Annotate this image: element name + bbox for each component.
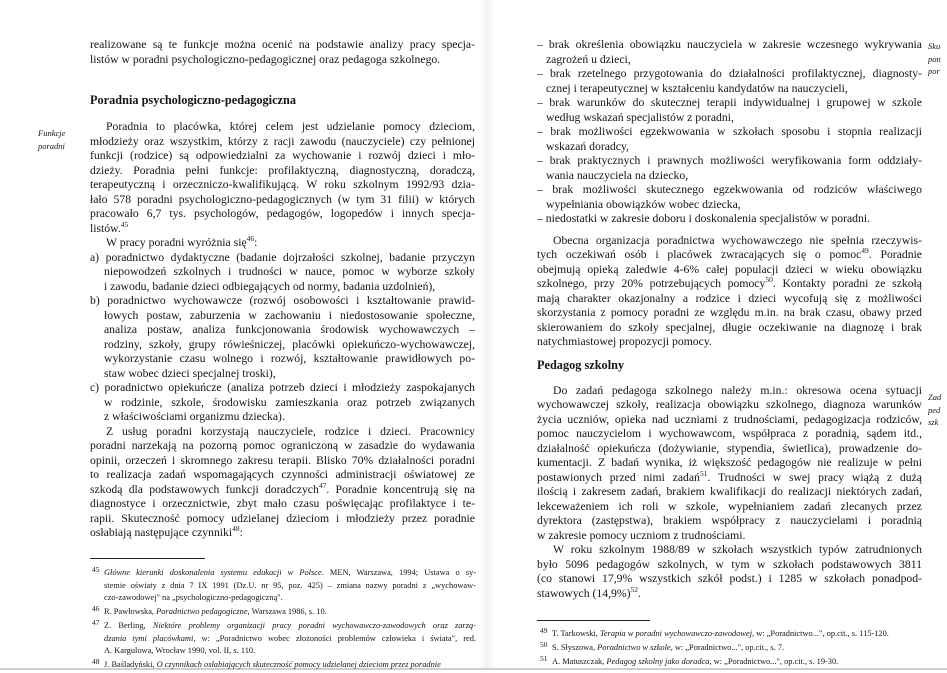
italic-title: Poradnictwo w szkole bbox=[597, 643, 671, 652]
text-run: wychowawczej szkoły, realizacja obowiązku szkolnego, diagnoza warunków bbox=[537, 398, 922, 411]
text-line bbox=[537, 82, 922, 97]
list-item bbox=[537, 154, 922, 183]
text-run: osłabiają następujące czynniki bbox=[90, 526, 233, 539]
text-line bbox=[90, 526, 475, 541]
text-run: było 5096 pedagogów szkolnych, w tym w szkołach podstawowych 3811 bbox=[537, 557, 922, 571]
text-run: – brak rzetelnego przygotowania do działalności profilaktycznej, diagnosty- bbox=[537, 67, 922, 80]
text-run: . Poradnie koncentrują się na bbox=[326, 482, 475, 496]
text-line bbox=[537, 169, 922, 184]
paragraph bbox=[537, 384, 922, 544]
footnote-divider bbox=[537, 620, 650, 621]
text-run: Do zadań pedagoga szkolnego należy m.in.: okresowa ocena sytuacji bbox=[553, 383, 922, 397]
footnote-number: 51 bbox=[540, 654, 548, 663]
margin-note-line: pon bbox=[928, 53, 941, 64]
text-run: , w: „Poradnictwo...", op.cit., s. 115-120. bbox=[752, 629, 889, 638]
text-run: Obecna organizacja poradnictwa wychowawczego nie spełnia rzeczywis- bbox=[553, 233, 922, 247]
text-line bbox=[537, 398, 922, 413]
text-line bbox=[537, 67, 922, 82]
footnote-ref: 50 bbox=[765, 277, 773, 284]
text-line bbox=[537, 514, 922, 529]
italic-title: Poradnictwo pedagogiczne bbox=[156, 607, 248, 616]
text-run: postawionych przed nimi zadań bbox=[537, 470, 700, 484]
text-run: . Poradnie bbox=[868, 248, 922, 261]
text-line bbox=[552, 628, 924, 641]
footnote-ref: 48 bbox=[232, 526, 240, 533]
text-run: rapii. Skuteczność pomocy udzielanej dzieciom i młodzieży przez poradnie bbox=[90, 511, 475, 525]
text-line bbox=[537, 321, 922, 336]
margin-note-skutecznosc bbox=[928, 40, 941, 78]
margin-note-funkcje-poradni bbox=[38, 127, 65, 152]
text-run: W roku szkolnym 1988/89 w szkołach wszystkich typów zatrudnionych bbox=[553, 543, 922, 556]
text-run: w zakresie pomocy uczniom z trudnościami. bbox=[537, 528, 746, 542]
text-line bbox=[537, 234, 922, 249]
text-line bbox=[90, 323, 475, 338]
text-run: terapeutyczną i orzeczniczo-kwalifikującą. W roku szkolnym 1992/93 dzia- bbox=[90, 178, 475, 191]
text-run: Pedagog szkolny bbox=[537, 357, 625, 372]
footnote-ref: 49 bbox=[861, 248, 869, 255]
text-line bbox=[537, 38, 922, 53]
right-page-body bbox=[537, 38, 922, 601]
left-page-footnotes bbox=[92, 565, 476, 673]
text-line bbox=[552, 656, 924, 669]
text-run: dyrektora (zastępstwa), brakiem współpracy z nauczycielami i poradnią bbox=[537, 514, 922, 527]
paragraph bbox=[537, 234, 922, 350]
text-run: : bbox=[239, 526, 243, 539]
paragraph bbox=[90, 236, 475, 251]
text-line bbox=[552, 642, 924, 655]
text-run: , w: „Poradnictwo...", op.cit., s. 7. bbox=[670, 643, 785, 652]
text-run: ilością i zakresem zadań, brakiem kwalifikacji do realizacji niektórych zadań, bbox=[537, 485, 922, 498]
text-run: niepowodzeń szkolnych i trudności w nauce, pomoc w wyborze szkoły bbox=[104, 265, 475, 278]
italic-title: O czynnikach osłabiających skuteczność pomocy udzielanej dzieciom przez poradnie bbox=[156, 660, 441, 669]
text-run: Poradnia to placówka, której celem jest udzielanie pomocy dzieciom, bbox=[106, 120, 475, 133]
text-line bbox=[537, 471, 922, 486]
list-item bbox=[537, 183, 922, 212]
text-line bbox=[537, 572, 922, 587]
text-run: czo-zawodowej" na „psychologiczno-pedagogiczną". bbox=[104, 593, 283, 602]
paragraph bbox=[537, 543, 922, 601]
text-line bbox=[537, 543, 922, 558]
text-line bbox=[537, 384, 922, 399]
margin-note-line: Zad bbox=[928, 392, 942, 402]
footnote-ref: 47 bbox=[318, 482, 327, 490]
footnote-divider bbox=[90, 558, 205, 559]
footnote-number: 46 bbox=[92, 604, 100, 613]
text-line bbox=[537, 53, 922, 68]
text-run: Z. Berling, bbox=[104, 621, 153, 630]
margin-note-line: Funkcje bbox=[38, 128, 66, 138]
text-run: skierowaniem do szkoły specjalnej, długie oczekiwanie na diagnozę i brak bbox=[537, 320, 922, 334]
text-run: R. Pawłowska, bbox=[104, 607, 157, 616]
margin-note-line: por bbox=[928, 66, 940, 76]
text-line bbox=[90, 236, 475, 251]
footnote bbox=[540, 640, 924, 655]
text-line bbox=[537, 335, 922, 350]
text-line bbox=[90, 53, 475, 68]
text-line bbox=[537, 558, 922, 573]
text-run: funkcji (rodzice) są odpowiedzialni za wychowanie i rozwój dzieci i mło- bbox=[90, 149, 475, 162]
footnote-number: 47 bbox=[92, 618, 100, 627]
italic-title: Główne kierunki doskonalenia systemu edukacji w Polsce bbox=[104, 568, 322, 577]
text-run: cznej i terapeutycznej w kształceniu kandydatów na nauczycieli, bbox=[546, 81, 848, 95]
text-line bbox=[537, 456, 922, 471]
text-run: szkolnego, przy 20% potrzebujących pomocy bbox=[537, 277, 766, 290]
text-line bbox=[90, 193, 475, 208]
text-line bbox=[537, 111, 922, 126]
text-run: . bbox=[637, 586, 641, 600]
text-run: wypełniania obowiązków wobec dziecka, bbox=[546, 197, 741, 211]
text-line bbox=[537, 500, 922, 515]
text-run: S. Słyszowa, bbox=[552, 643, 598, 652]
text-line bbox=[90, 352, 475, 367]
margin-note-zadania-pedagoga bbox=[928, 391, 941, 429]
section-heading bbox=[537, 358, 922, 373]
text-run: c) poradnictwo opiekuńcze (analiza potrzeb dzieci i młodzieży zaspokajanych bbox=[90, 381, 475, 394]
footnote-ref: 51 bbox=[699, 470, 708, 478]
text-line bbox=[90, 483, 475, 498]
left-page-body bbox=[90, 38, 475, 541]
text-run: diagnostyce i orzecznictwie, zbyt mało czasu poświęcając profilaktyce i te- bbox=[90, 497, 475, 510]
right-page-footnotes bbox=[540, 626, 924, 670]
footnote bbox=[92, 618, 476, 658]
text-run: . Kontakty poradni ze szkołą bbox=[772, 277, 922, 290]
text-line bbox=[104, 645, 476, 658]
list-item bbox=[537, 67, 922, 96]
list-item bbox=[90, 251, 475, 295]
text-run: zagrożeń u dzieci, bbox=[546, 52, 631, 66]
text-line bbox=[90, 381, 475, 396]
text-run: wykorzystanie czasu wolnego i rozwój, kształtowanie prawidłowych po- bbox=[104, 352, 475, 365]
text-line bbox=[90, 280, 475, 295]
text-run: lekceważeniem ich roli w szkole, wypełnianiem zadań zlecanych przez bbox=[537, 499, 922, 513]
text-run: – brak możliwości skutecznego egzekwowania od rodziców właściwego bbox=[537, 183, 922, 196]
text-run: kumentacji. Z badań wynika, iż większość pedagogów nie realizuje w pełni bbox=[537, 456, 922, 469]
footnote-ref: 46 bbox=[246, 236, 255, 243]
text-run: rodziny, szkoły, grupy rówieśniczej, placówki opiekuńczo-wychowawczej, bbox=[104, 337, 475, 351]
text-run: analiza postaw, analiza funkcjonowania środowisk wychowawczych – bbox=[104, 323, 475, 336]
text-line bbox=[90, 309, 475, 324]
italic-title: Terapia w poradni wychowawczo-zawodowej bbox=[599, 629, 753, 638]
section-heading bbox=[90, 93, 475, 108]
margin-note-line: ped bbox=[928, 404, 941, 415]
text-line bbox=[537, 292, 922, 307]
text-run: – niedostatki w zakresie doboru i doskonalenia specjalistów w poradni. bbox=[537, 212, 871, 225]
text-run: i zawodu, badanie dzieci odbiegających od normy, badania uzdolnień), bbox=[104, 279, 436, 293]
text-run: wskazań doradcy, bbox=[546, 139, 629, 153]
text-run: – brak warunków do skutecznej terapii indywidualnej i grupowej w szkole bbox=[537, 96, 922, 109]
text-line bbox=[90, 367, 475, 382]
text-run: W pracy poradni wyróżnia się bbox=[106, 236, 247, 249]
text-run: dzieży. Poradnia pełni funkcje: profilaktyczną, diagnostyczną, doradczą, bbox=[90, 163, 475, 177]
italic-title: Niektóre problemy organizacji pracy poradni wychowawczo-zawodowych oraz zarzą- bbox=[152, 621, 476, 630]
text-line bbox=[104, 633, 476, 646]
text-line bbox=[90, 512, 475, 527]
text-line bbox=[104, 567, 476, 580]
text-run: – brak możliwości egzekwowania w szkołach sposobu i stopnia realizacji bbox=[537, 125, 922, 138]
text-run: staw wobec dzieci specjalnej troski), bbox=[104, 366, 276, 380]
text-line bbox=[90, 178, 475, 193]
text-line bbox=[90, 396, 475, 411]
text-line bbox=[90, 294, 475, 309]
text-run: skorzystania z pomocy poradni ze względu m.in. na brak czasu, obawy przed bbox=[537, 306, 922, 319]
text-line bbox=[537, 306, 922, 321]
text-line bbox=[537, 198, 922, 213]
text-line bbox=[90, 135, 475, 150]
text-run: z właściwościami organizmu dziecka). bbox=[104, 410, 285, 423]
text-line bbox=[90, 454, 475, 469]
text-line bbox=[537, 427, 922, 442]
text-line bbox=[537, 413, 922, 428]
text-run: łało 578 poradni psychologiczno-pedagogicznych (w tym 31 filii) w których bbox=[90, 192, 475, 206]
text-run: opinii, orzeczeń i skromnego zakresu terapii. Blisko 70% działalności poradni bbox=[90, 453, 475, 467]
text-line bbox=[90, 338, 475, 353]
text-run: A. Kargulowa, Wrocław 1990, vol. II, s. 110. bbox=[104, 646, 256, 655]
text-run: J. Baśladyński, bbox=[104, 660, 157, 669]
text-line bbox=[90, 251, 475, 266]
text-line bbox=[537, 485, 922, 500]
footnote bbox=[92, 565, 476, 605]
text-run: , Warszawa 1986, s. 10. bbox=[247, 607, 327, 616]
margin-note-line: szk bbox=[928, 417, 939, 427]
footnote bbox=[540, 654, 924, 669]
text-run: tych oczekiwań osób i placówek zwracających się o pomoc bbox=[537, 248, 862, 261]
footnote-number: 48 bbox=[92, 657, 100, 666]
text-run: działalność opiekuńcza (dożywianie, stypendia, świetlica), prowadzenie do- bbox=[537, 441, 922, 455]
paragraph bbox=[90, 425, 475, 541]
text-run: , w: „Poradnictwo wobec złożoności problemów człowieka i świata", red. bbox=[193, 633, 476, 643]
text-run: . MEN, Warszawa, 1994; Ustawa o sy- bbox=[321, 568, 476, 577]
text-line bbox=[90, 468, 475, 483]
text-run: Poradnia psychologiczno-pedagogiczna bbox=[90, 93, 296, 107]
text-run: wania nauczyciela na dziecko, bbox=[546, 168, 689, 182]
text-run: pomoc nauczycielom i wychowawcom, współpraca z poradnią, sądem itd., bbox=[537, 427, 922, 440]
text-line bbox=[90, 207, 475, 222]
text-run: życia uczniów, opieka nad uczniami z trudnościami, pedagogizacja rodziców, bbox=[537, 412, 922, 426]
text-line bbox=[537, 183, 922, 198]
text-line bbox=[90, 439, 475, 454]
list-item bbox=[537, 125, 922, 154]
text-run: : bbox=[254, 236, 258, 249]
text-run: młodzieży oraz wszystkim, którzy z racji zawodu (nauczyciele) czy pełnionej bbox=[90, 134, 475, 148]
text-run: a) poradnictwo dydaktyczne (badanie dojrzałości szkolnej, badanie przyczyn bbox=[90, 250, 475, 264]
list-item bbox=[537, 38, 922, 67]
text-line bbox=[104, 620, 476, 633]
text-line bbox=[537, 212, 922, 227]
text-line bbox=[537, 358, 922, 373]
text-line bbox=[90, 265, 475, 280]
text-run: listów w poradni psychologiczno-pedagogicznej oraz pedagoga szkolnego. bbox=[90, 52, 441, 66]
footnote-ref: 45 bbox=[120, 221, 129, 229]
text-run: według wskazań specjalistów z poradni, bbox=[546, 110, 734, 124]
text-line bbox=[90, 149, 475, 164]
margin-note-line: Sku bbox=[928, 41, 941, 51]
text-line bbox=[537, 587, 922, 602]
text-run: Z usług poradni korzystają nauczyciele, rodzice i dzieci. Pracownicy bbox=[106, 424, 475, 438]
text-run: realizowane są te funkcje można ocenić na podstawie analizy pracy specja- bbox=[90, 38, 475, 51]
text-run: – brak praktycznych i prawnych możliwości weryfikowania form oddziały- bbox=[537, 154, 922, 167]
italic-title: dzania tymi placówkami bbox=[104, 633, 194, 643]
text-run: listów. bbox=[90, 221, 121, 235]
text-line bbox=[537, 154, 922, 169]
margin-note-line: poradni bbox=[38, 140, 65, 151]
text-line bbox=[90, 222, 475, 237]
text-run: T. Tarkowski, bbox=[552, 629, 600, 638]
list-item bbox=[90, 381, 475, 425]
text-line bbox=[104, 592, 476, 605]
footnote-ref: 52 bbox=[630, 586, 638, 594]
footnote-number: 49 bbox=[540, 626, 548, 635]
text-line bbox=[537, 125, 922, 140]
text-line bbox=[104, 606, 476, 619]
paragraph bbox=[90, 38, 475, 67]
text-line bbox=[90, 425, 475, 440]
footnote bbox=[540, 626, 924, 641]
text-run: . Trudności w swej pracy wiążą z dużą bbox=[707, 470, 922, 484]
text-run: obejmują opieką zaledwie 4-6% całej populacji dzieci w wieku obowiązku bbox=[537, 262, 922, 276]
text-run: stemie oświaty z dnia 7 IX 1991 (Dz.U. nr 95, poz. 425) – zmiana nazwy poradni z „wychowaw- bbox=[104, 580, 476, 590]
text-run: pracowało 6,7 tys. psychologów, pedagogów, logopedów i innych specja- bbox=[90, 207, 475, 220]
text-line bbox=[90, 120, 475, 135]
text-run: natychmiastowej propozycji pomocy. bbox=[537, 335, 712, 348]
footnote-number: 45 bbox=[92, 565, 100, 574]
text-line bbox=[104, 580, 476, 593]
italic-title: Pedagog szkolny jako doradca bbox=[606, 657, 710, 666]
list-item bbox=[537, 96, 922, 125]
text-run: b) poradnictwo wychowawcze (rozwój osobowości i kształtowanie prawid- bbox=[90, 294, 475, 307]
text-line bbox=[90, 410, 475, 425]
list-item bbox=[537, 212, 922, 227]
text-run: poradni narzekają na pozorną pomoc ograniczoną w zasadzie do wydawania bbox=[90, 439, 475, 452]
text-line bbox=[537, 442, 922, 457]
text-run: to realizacja zadań wspomagających czynności administracji oświatowej ze bbox=[90, 468, 475, 481]
text-run: (co stanowi 17,9% wszystkich szkół podst.) i 1285 w szkołach ponadpod- bbox=[537, 572, 922, 585]
text-run: , w: „Poradnictwo...", op.cit., s. 19-30. bbox=[709, 657, 839, 666]
list-item bbox=[90, 294, 475, 381]
text-line bbox=[537, 529, 922, 544]
text-run: łowych postaw, zaburzenia w zachowaniu i niedostosowanie społeczne, bbox=[104, 308, 475, 322]
text-run: mają charakter okazjonalny a rodzice i dzieci wycofują się z możliwości bbox=[537, 291, 922, 305]
text-run: w rodzinie, szkole, środowisku zamieszkania oraz potrzeb związanych bbox=[104, 395, 475, 409]
text-run: – brak określenia obowiązku nauczyciela w zakresie wczesnego wykrywania bbox=[537, 38, 922, 51]
text-run: A. Matuszczak, bbox=[552, 657, 607, 666]
text-line bbox=[537, 248, 922, 263]
page-gutter bbox=[480, 0, 494, 670]
text-line bbox=[90, 164, 475, 179]
text-line bbox=[537, 96, 922, 111]
text-run: stawowych (14,9%) bbox=[537, 586, 631, 600]
footnote-number: 50 bbox=[540, 640, 548, 649]
text-line bbox=[537, 263, 922, 278]
footnote bbox=[92, 604, 476, 619]
text-line bbox=[90, 497, 475, 512]
text-line bbox=[90, 93, 475, 108]
paragraph bbox=[90, 120, 475, 236]
text-line bbox=[537, 277, 922, 292]
text-line bbox=[90, 38, 475, 53]
text-line bbox=[537, 140, 922, 155]
text-run: szkodą dla podstawowych funkcji doradczych bbox=[90, 482, 319, 496]
